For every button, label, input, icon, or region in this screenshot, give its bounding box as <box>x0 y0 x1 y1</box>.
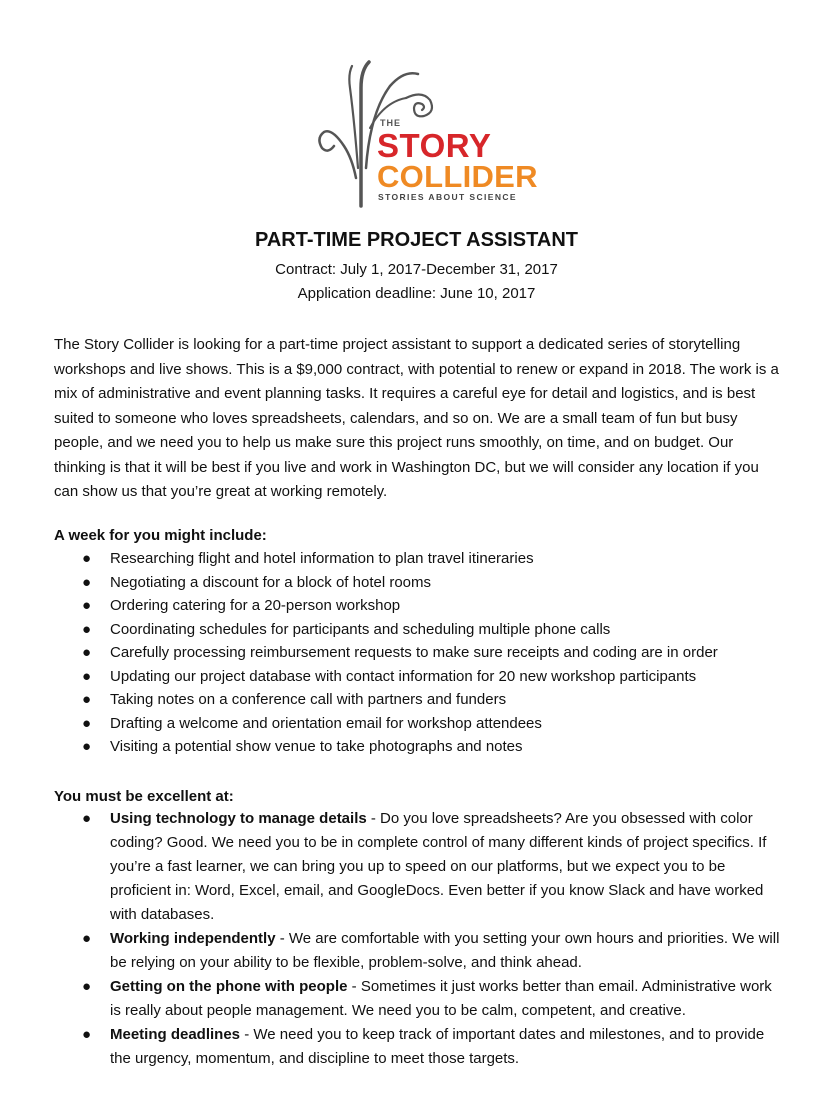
list-item: ● Taking notes on a conference call with partners and funders <box>110 688 800 712</box>
list-item <box>82 927 786 975</box>
bullet-icon: ● <box>82 978 92 995</box>
bullet-icon: ● <box>82 644 92 661</box>
bullet-icon: ● <box>82 550 92 567</box>
list-item: ● Researching flight and hotel information to plan travel itineraries <box>110 547 800 571</box>
list-item: ● Negotiating a discount for a block of hotel rooms <box>110 571 800 595</box>
skill-text: - Sometimes it just works better than email. Administrative work is really about people management. We need you to be calm, competent, and creative. <box>110 978 772 1019</box>
skill-text: - We need you to keep track of important dates and milestones, and to provide the urgency, momentum, and discipline to meet those targets. <box>110 1026 765 1067</box>
bullet-icon: ● <box>82 738 92 755</box>
list-item: ● Carefully processing reimbursement requests to make sure receipts and coding are in order <box>110 641 800 665</box>
skills-list <box>82 807 786 1071</box>
list-item <box>82 807 786 927</box>
list-item: ● Ordering catering for a 20-person workshop <box>110 594 800 618</box>
skill-text: - Do you love spreadsheets? Are you obsessed with color coding? Good. We need you to be in complete control of many different kinds of project specifics. If you’re a fast learner, we can bring you up to speed on our platforms, but we expect you to be proficient in: Word, Excel, email, and GoogleDocs. Even better if you know Slack and have worked with databases. <box>110 810 767 923</box>
bullet-icon: ● <box>82 573 92 591</box>
bullet-icon: ● <box>82 810 92 827</box>
list-item: ● Coordinating schedules for participants and scheduling multiple phone calls <box>110 618 800 642</box>
logo-collider: COLLIDER <box>377 159 538 194</box>
bullet-icon: ● <box>82 597 92 614</box>
bullet-icon: ● <box>82 930 92 947</box>
list-item <box>82 975 786 1023</box>
contract-dates: Contract: July 1, 2017-December 31, 2017 <box>275 261 558 278</box>
list-item: ● Visiting a potential show venue to take photographs and notes <box>110 735 800 759</box>
bullet-icon: ● <box>82 1026 92 1043</box>
application-deadline: Application deadline: June 10, 2017 <box>297 285 536 302</box>
list-item: ● Drafting a welcome and orientation email for workshop attendees <box>110 712 800 736</box>
skill-title: Working independently <box>110 930 276 947</box>
logo-the: THE <box>380 118 401 128</box>
skill-title: Using technology to manage details <box>110 810 367 827</box>
bullet-icon: ● <box>82 667 92 685</box>
intro-paragraph: The Story Collider is looking for a part-time project assistant to support a dedicated series of storytelling workshops and live shows. This is a $9,000 contract, with potential to renew or expand in 2018. The work is a mix of administrative and event planning tasks. It requires a careful eye for detail and logistics, and is best suited to someone who loves spreadsheets, calendars, and so on. We are a small team of fun but busy people, and we need you to help us make sure this project runs smoothly, on time, and on budget. Our thinking is that it will be best if you live and work in Washington DC, but we will consider any location if you can show us that you’re great at working remotely. <box>54 336 779 500</box>
story-collider-logo <box>314 58 538 210</box>
bullet-icon: ● <box>82 620 92 638</box>
skill-title: Meeting deadlines <box>110 1026 241 1043</box>
week-heading: A week for you might include: <box>54 527 267 544</box>
bullet-icon: ● <box>82 691 92 708</box>
week-list <box>82 547 800 759</box>
bullet-icon: ● <box>82 714 92 732</box>
logo-story: STORY <box>377 127 492 164</box>
list-item <box>82 1023 786 1071</box>
page-title: PART-TIME PROJECT ASSISTANT <box>255 229 578 251</box>
skill-text: - We are comfortable with you setting your own hours and priorities. We will be relying on your ability to be flexible, problem-solve, and think ahead. <box>110 930 780 971</box>
list-item: ● Updating our project database with contact information for 20 new workshop participants <box>110 665 800 689</box>
skill-title: Getting on the phone with people <box>110 978 348 995</box>
skills-heading: You must be excellent at: <box>54 788 234 805</box>
logo-tagline: STORIES ABOUT SCIENCE <box>378 192 517 202</box>
